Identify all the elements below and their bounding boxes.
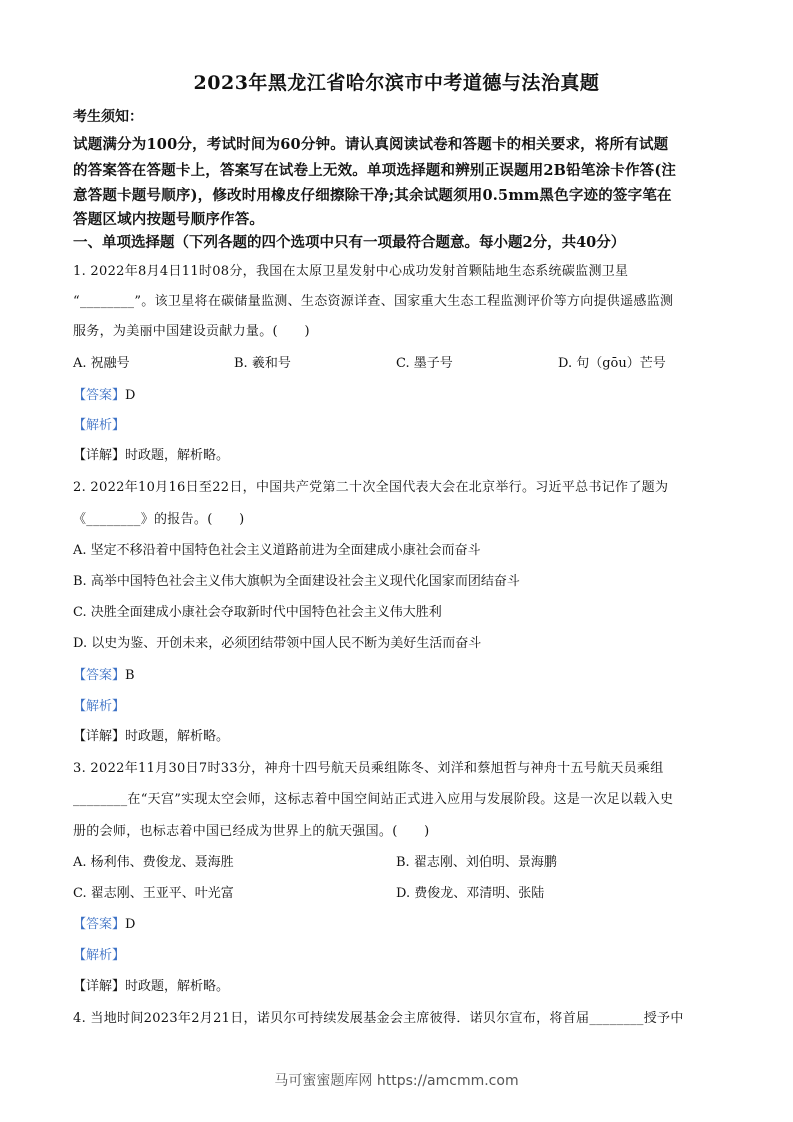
q2-answer <box>73 664 135 683</box>
question-2-text: 《________》的报告。( ) <box>73 512 245 527</box>
notice-heading: 考生须知： <box>73 109 143 125</box>
answer-tag: 【答案】 <box>73 917 126 932</box>
notice-line: 意答题卡题号顺序)，修改时用橡皮仔细擦除干净;其余试题须用0.5mm黑色字迹的签字笔在 <box>73 187 672 204</box>
answer-tag: 【答案】 <box>73 388 126 403</box>
q3-analysis <box>73 944 125 963</box>
detail-tag: 【详解】 <box>73 979 126 994</box>
question-3-text: ________在“天宫”实现太空会师，这标志着中国空间站正式进入应用与发展阶段。这是一次足以载入史 <box>73 792 674 807</box>
detail-text: 时政题，解析略。 <box>125 729 230 744</box>
analysis-tag: 【解析】 <box>73 699 126 714</box>
q1-answer <box>73 384 135 403</box>
q2-option-a: A. 坚定不移沿着中国特色社会主义道路前进为全面建成小康社会而奋斗 <box>73 543 481 558</box>
footer-watermark: 马可蜜蜜题库网 https://amcmm.com <box>274 1073 519 1089</box>
detail-text: 时政题，解析略。 <box>125 448 230 463</box>
q1-option-d: D. 句（gōu）芒号 <box>558 356 666 371</box>
analysis-tag: 【解析】 <box>73 948 126 963</box>
q3-answer <box>73 913 135 932</box>
question-2-text: 2. 2022年10月16日至22日，中国共产党第二十次全国代表大会在北京举行。习近平总书记作了题为 <box>73 480 669 495</box>
question-1-text: 服务，为美丽中国建设贡献力量。( ) <box>73 324 310 339</box>
q2-option-b: B. 高举中国特色社会主义伟大旗帜为全面建设社会主义现代化国家而团结奋斗 <box>73 574 520 589</box>
question-1-text: “________”。该卫星将在碳储量监测、生态资源详查、国家重大生态工程监测评价等方向提供遥感监测 <box>73 294 674 309</box>
q3-option-c: C. 翟志刚、王亚平、叶光富 <box>73 886 234 901</box>
question-3-text: 册的会师，也标志着中国已经成为世界上的航天强国。( ) <box>73 824 430 839</box>
q3-option-b: B. 翟志刚、刘伯明、景海鹏 <box>396 855 557 870</box>
answer-tag: 【答案】 <box>73 668 126 683</box>
notice-line: 答题区域内按题号顺序作答。 <box>73 211 265 228</box>
detail-tag: 【详解】 <box>73 729 126 744</box>
question-3-text: 3. 2022年11月30日7时33分，神舟十四号航天员乘组陈冬、刘洋和蔡旭哲与神舟十五号航天员乘组 <box>73 761 664 776</box>
q1-detail <box>73 444 229 463</box>
q3-option-a: A. 杨利伟、费俊龙、聂海胜 <box>73 855 234 870</box>
q2-analysis <box>73 695 125 714</box>
detail-tag: 【详解】 <box>73 448 126 463</box>
notice-line: 的答案答在答题卡上，答案写在试卷上无效。单项选择题和辨别正误题用2B铅笔涂卡作答(注 <box>73 162 677 179</box>
answer-value: D <box>125 917 136 932</box>
detail-text: 时政题，解析略。 <box>125 979 230 994</box>
question-4-text: 4. 当地时间2023年2月21日，诺贝尔可持续发展基金会主席彼得．诺贝尔宣布，将首届________授予中 <box>73 1011 684 1026</box>
q2-detail <box>73 725 229 744</box>
q1-analysis <box>73 414 125 433</box>
q1-option-b: B. 羲和号 <box>234 356 291 371</box>
q2-option-d: D. 以史为鉴、开创未来，必须团结带领中国人民不断为美好生活而奋斗 <box>73 636 482 651</box>
page-title: 2023年黑龙江省哈尔滨市中考道德与法治真题 <box>193 72 600 94</box>
q1-option-a: A. 祝融号 <box>73 356 130 371</box>
notice-line: 试题满分为100分，考试时间为60分钟。请认真阅读试卷和答题卡的相关要求，将所有试题 <box>73 136 669 153</box>
analysis-tag: 【解析】 <box>73 418 126 433</box>
answer-value: B <box>125 668 135 683</box>
q1-option-c: C. 墨子号 <box>396 356 453 371</box>
q3-detail <box>73 975 229 994</box>
answer-value: D <box>125 388 136 403</box>
question-1-text: 1. 2022年8月4日11时08分，我国在太原卫星发射中心成功发射首颗陆地生态系统碳监测卫星 <box>73 264 629 279</box>
q2-option-c: C. 决胜全面建成小康社会夺取新时代中国特色社会主义伟大胜利 <box>73 605 442 620</box>
q3-option-d: D. 费俊龙、邓清明、张陆 <box>396 886 545 901</box>
section-title: 一、单项选择题（下列各题的四个选项中只有一项最符合题意。每小题2分，共40分） <box>73 234 626 251</box>
